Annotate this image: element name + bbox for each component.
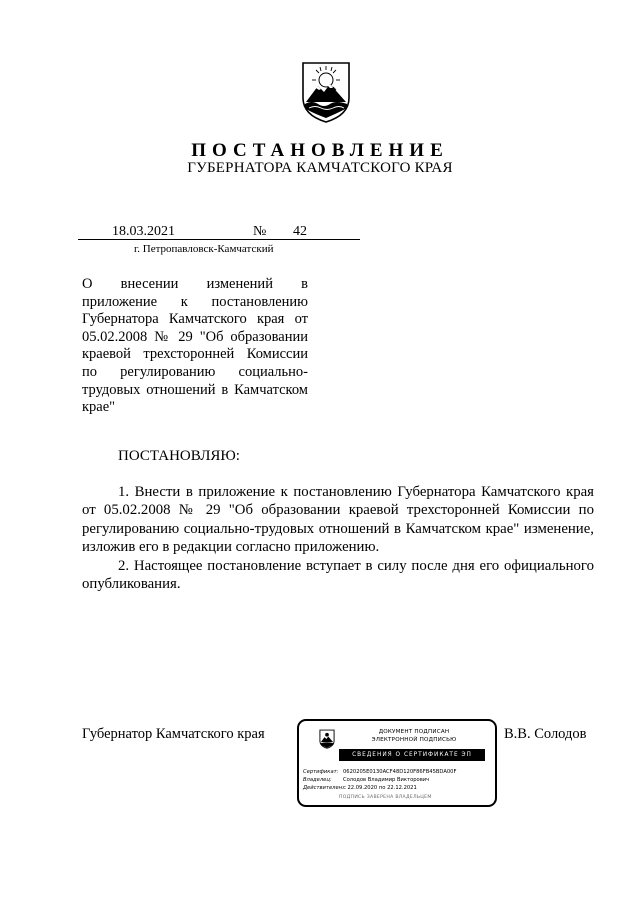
- signatory-position: Губернатор Камчатского края: [82, 726, 265, 742]
- stamp-band: СВЕДЕНИЯ О СЕРТИФИКАТЕ ЭП: [339, 749, 485, 761]
- body-paragraph-1: 1. Внести в приложение к постановлению Губернатора Камчатского края от 05.02.2008 № 29 "Об образовании краевой трехсторонней Комиссии по регулированию социально-трудовых отношений в Камчатском крае" изменение, изложив его в редакции согласно приложению.: [82, 484, 594, 556]
- document-subject: О внесении изменений в приложение к постановлению Губернатора Камчатского края от 05.02.2008 № 29 "Об образовании краевой трехсторонней Комиссии по регулированию социально-трудовых отношений в Камчатском крае": [82, 276, 308, 416]
- stamp-footer: ПОДПИСЬ ЗАВЕРЕНА ВЛАДЕЛЬЦЕМ: [339, 795, 432, 800]
- stamp-header-line-2: ЭЛЕКТРОННОЙ ПОДПИСЬЮ: [371, 737, 457, 743]
- electronic-signature-stamp: [297, 719, 497, 807]
- signatory-name: В.В. Солодов: [504, 726, 587, 742]
- body-paragraph-2: 2. Настоящее постановление вступает в силу после дня его официального опубликования.: [82, 558, 594, 593]
- date-underline: [78, 239, 360, 240]
- stamp-certificate-row: [303, 769, 456, 775]
- document-date: 18.03.2021: [112, 224, 175, 239]
- stamp-owner-label: Владелец:: [303, 777, 332, 783]
- stamp-owner-value: Солодов Владимир Викторович: [343, 777, 430, 783]
- coat-of-arms-emblem: [300, 60, 352, 124]
- stamp-header-line-1: ДОКУМЕНТ ПОДПИСАН: [378, 729, 450, 735]
- document-subtitle: ГУБЕРНАТОРА КАМЧАТСКОГО КРАЯ: [187, 160, 453, 176]
- stamp-certificate-value: 0620205E0130ACF48D120F86FB45BDA00F: [343, 769, 457, 775]
- document-title: ПОСТАНОВЛЕНИЕ: [191, 140, 449, 161]
- stamp-emblem-icon: [319, 729, 335, 749]
- decree-word: ПОСТАНОВЛЯЮ:: [118, 448, 240, 464]
- city-label: г. Петропавловск-Камчатский: [134, 243, 274, 255]
- number-sign: №: [253, 224, 267, 239]
- stamp-owner-row: [303, 777, 429, 783]
- stamp-validity-value: с 22.09.2020 по 22.12.2021: [343, 785, 417, 791]
- stamp-certificate-label: Сертификат:: [303, 769, 339, 775]
- stamp-validity-label: Действителен:: [303, 785, 344, 791]
- stamp-validity-row: [303, 785, 417, 791]
- document-number: 42: [293, 224, 307, 239]
- date-number-row: [78, 224, 360, 240]
